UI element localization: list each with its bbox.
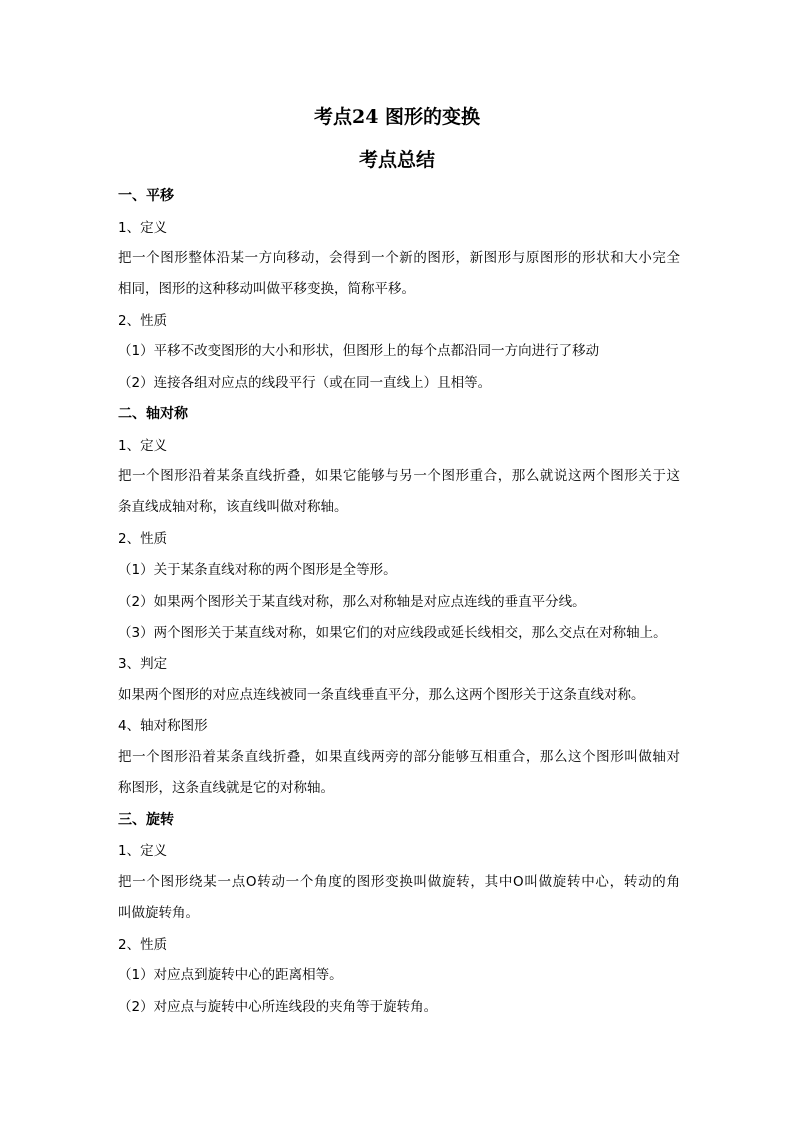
- property-item: （2）连接各组对应点的线段平行（或在同一直线上）且相等。: [118, 375, 492, 391]
- figure-text-line: 把一个图形沿着某条直线折叠，如果直线两旁的部分能够互相重合，那么这个图形叫做轴对: [118, 749, 680, 765]
- properties-label: 2、性质: [118, 313, 168, 329]
- document-subtitle: 考点总结: [358, 149, 435, 171]
- figure-label: 4、轴对称图形: [118, 718, 208, 734]
- property-item: （1）关于某条直线对称的两个图形是全等形。: [118, 562, 397, 578]
- figure-text-line: 称图形，这条直线就是它的对称轴。: [118, 780, 334, 796]
- property-item: （1）对应点到旋转中心的距离相等。: [118, 967, 343, 983]
- criterion-text: 如果两个图形的对应点连线被同一条直线垂直平分，那么这两个图形关于这条直线对称。: [118, 687, 645, 703]
- properties-label: 2、性质: [118, 531, 168, 547]
- section-heading-rotation: 三、旋转: [118, 812, 174, 828]
- definition-label: 1、定义: [118, 438, 168, 454]
- definition-text-line: 相同，图形的这种移动叫做平移变换，简称平移。: [118, 281, 415, 297]
- definition-label: 1、定义: [118, 220, 168, 236]
- definition-text-line: 把一个图形绕某一点O转动一个角度的图形变换叫做旋转，其中O叫做旋转中心，转动的角: [118, 874, 680, 890]
- section-heading-axial-symmetry: 二、轴对称: [118, 406, 188, 422]
- property-item: （3）两个图形关于某直线对称，如果它们的对应线段或延长线相交，那么交点在对称轴上。: [118, 625, 667, 641]
- definition-text-line: 叫做旋转角。: [118, 905, 199, 921]
- property-item: （2）对应点与旋转中心所连线段的夹角等于旋转角。: [118, 999, 438, 1015]
- properties-label: 2、性质: [118, 937, 168, 953]
- property-item: （2）如果两个图形关于某直线对称，那么对称轴是对应点连线的垂直平分线。: [118, 594, 586, 610]
- definition-text-line: 把一个图形整体沿某一方向移动，会得到一个新的图形，新图形与原图形的形状和大小完全: [118, 250, 680, 266]
- property-item: （1）平移不改变图形的大小和形状，但图形上的每个点都沿同一方向进行了移动: [118, 343, 600, 359]
- definition-text-line: 条直线成轴对称，该直线叫做对称轴。: [118, 499, 348, 515]
- section-heading-translation: 一、平移: [118, 188, 174, 204]
- definition-text-line: 把一个图形沿着某条直线折叠，如果它能够与另一个图形重合，那么就说这两个图形关于这: [118, 468, 680, 484]
- criterion-label: 3、判定: [118, 656, 168, 672]
- definition-label: 1、定义: [118, 843, 168, 859]
- document-title: 考点24 图形的变换: [313, 106, 481, 128]
